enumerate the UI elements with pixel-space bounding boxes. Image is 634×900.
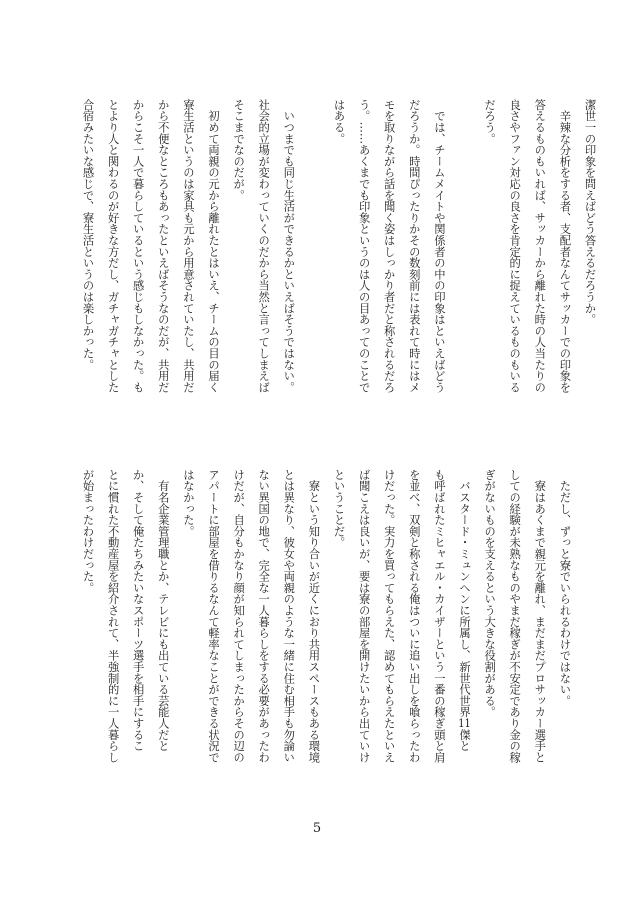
text-column: を並べ、双剣と称される俺はついに追い出しを喰らったわ bbox=[407, 469, 421, 763]
text-column: 合宿みたいな感じで、寮生活というのは楽しかった。 bbox=[81, 99, 95, 371]
text-column: 寮生活というのは家具も元から用意されていたし、共用だ bbox=[181, 99, 195, 393]
text-column: 初めて両親の元から離れたとはいえ、チームの目の届く bbox=[207, 99, 220, 393]
text-column: から不便なところもあったといえばそうなのだが、共用だ bbox=[156, 99, 170, 393]
text-block-bottom bbox=[0, 469, 634, 769]
text-column: ぎがないものを支えるという大きな役割がある。 bbox=[483, 469, 497, 718]
text-column: だろうか。時間ぴったりかその数刻前には表れて時にはメ bbox=[407, 99, 421, 393]
text-column: アパートに部屋を借りるなんて軽率なことができる状況で bbox=[207, 469, 220, 763]
text-column: とより人と関わるのが好きな方だし、ガチャガチャとした bbox=[106, 99, 120, 393]
text-column: ない異国の地で、完全な一人暮らしをする必要があったわ bbox=[257, 469, 271, 763]
text-column: そこまでなのだが。 bbox=[232, 99, 246, 201]
page-number: 5 bbox=[312, 821, 322, 836]
text-block-top bbox=[0, 99, 634, 399]
text-column: けだが、自分もかなり顔が知られてしまったからその辺の bbox=[232, 469, 246, 763]
text-column: モを取りながら話を聞く姿はしっかり者だと称されるだろ bbox=[382, 99, 396, 393]
text-column: 答えるものもいれば、サッカーから離れた時の人当たりの bbox=[533, 99, 547, 393]
text-column: う。……あくまでも印象というのは人の目あってのことで bbox=[357, 99, 371, 393]
text-column: からこそ一人で暮らしているという感じもしなかった。も bbox=[131, 99, 145, 393]
text-column: しての経験が未熟なものやまだ稼ぎが不安定であり金の稼 bbox=[508, 469, 522, 763]
text-column: 寮はあくまで親元を離れ、まだまだプロサッカー選手と bbox=[533, 469, 547, 763]
text-column: 潔世一の印象を問えばどう答えるだろうか。 bbox=[583, 99, 597, 325]
text-column: ということだ。 bbox=[332, 469, 346, 549]
text-column: 社会的立場が変わっていくのだから当然と言ってしまえば bbox=[257, 99, 271, 393]
text-column: はある。 bbox=[332, 99, 346, 145]
text-column: ただし、ずっと寮でいられるわけではない。 bbox=[558, 469, 572, 707]
text-column: ば聞こえは良いが、要は寮の部屋を開けたいから出ていけ bbox=[357, 469, 371, 763]
text-column: 寮という知り合いが近くにおり共用スペースもある環境 bbox=[307, 469, 321, 763]
text-column: も呼ばれたミヒャエル・カイザーという一番の稼ぎ頭と肩 bbox=[432, 469, 446, 763]
text-column: けだった。実力を買ってもらえた、認めてもらえたといえ bbox=[382, 469, 396, 763]
text-column: はなかった。 bbox=[181, 469, 195, 537]
text-column: とに慣れた不動産屋を紹介されて、半強制的に一人暮らし bbox=[106, 469, 120, 763]
text-column: では、チームメイトや関係者の中の印象はといえばどう bbox=[432, 99, 446, 393]
text-column: 有名企業管理職とか、テレビにも出ている芸能人だと bbox=[156, 469, 170, 752]
text-column: バスタード・ミュンヘンに所属し、新世代世界11傑と bbox=[458, 469, 471, 752]
text-column: か、そして俺たちみたいなスポーツ選手を相手にするこ bbox=[131, 469, 145, 752]
text-column: が始まったわけだった。 bbox=[81, 469, 95, 594]
text-column: 辛辣な分析をする者、支配者なんてサッカーでの印象を bbox=[558, 99, 572, 393]
text-column: いつまでも同じ生活ができるかといえばそうではない。 bbox=[282, 99, 296, 393]
text-column: だろう。 bbox=[483, 99, 497, 145]
text-column: とは異なり、彼女や両親のような一緒に住む相手も勿論い bbox=[282, 469, 296, 763]
text-column: 良さやファン対応の良さを肯定的に捉えているものもいる bbox=[508, 99, 522, 393]
